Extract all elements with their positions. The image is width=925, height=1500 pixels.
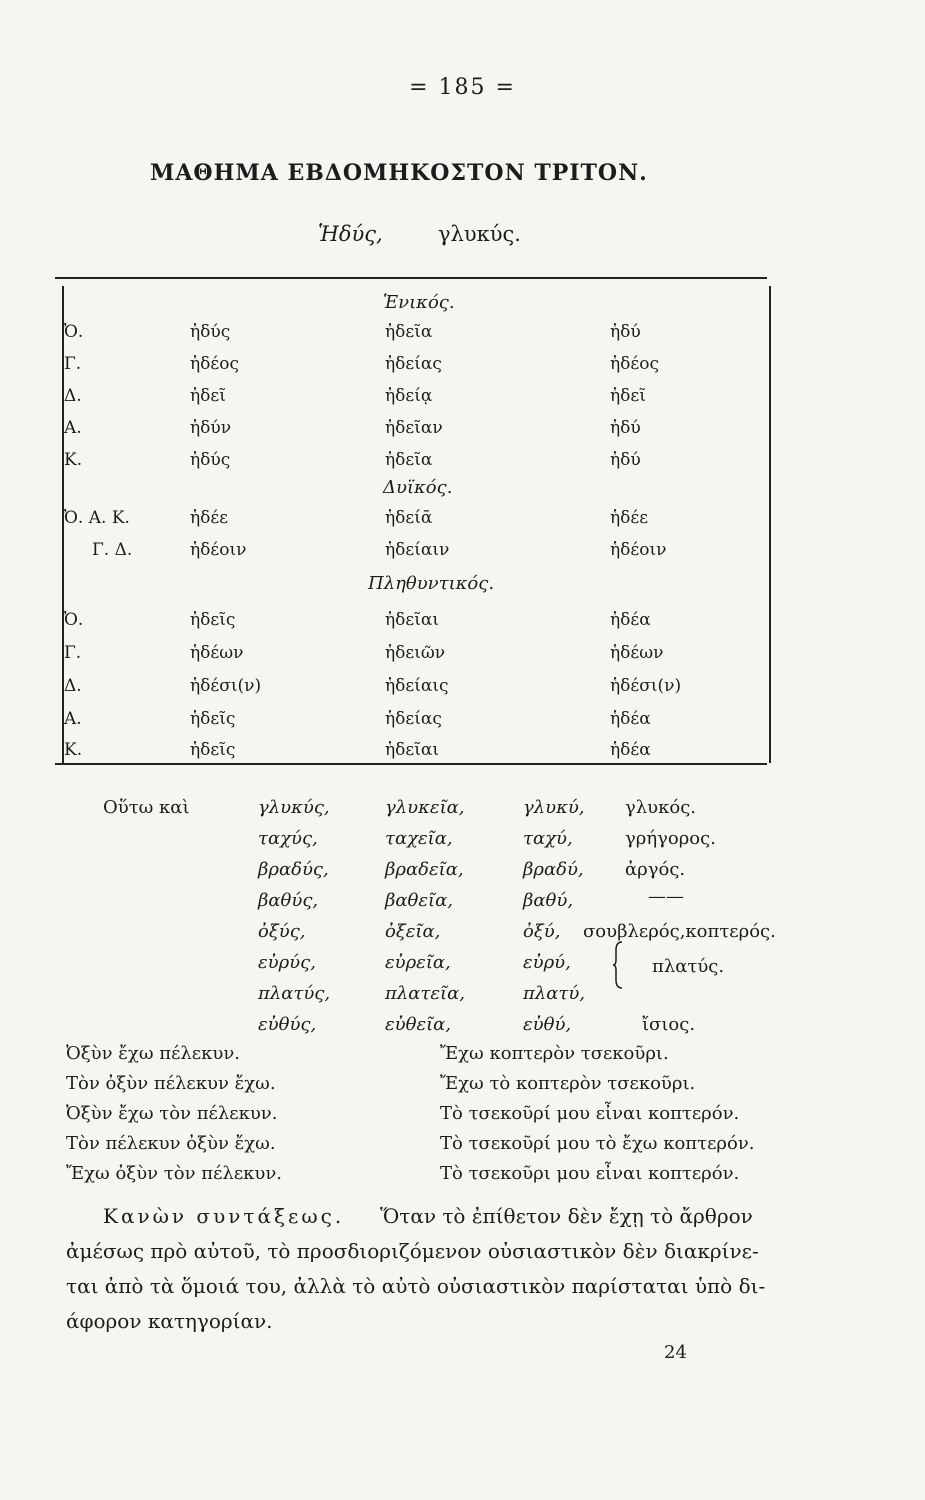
example-feminine: γλυκεῖα, [385, 797, 465, 818]
shared-gloss: πλατύς. [652, 956, 725, 977]
example-masculine: βαθύς, [258, 890, 319, 911]
masculine-form: ἡδέε [190, 508, 229, 528]
neuter-form: ἡδεῖ [610, 386, 646, 406]
example-gloss: γλυκός. [625, 797, 696, 818]
example-neuter: βραδύ, [523, 859, 584, 880]
rule-line: άφορον κατηγορίαν. [66, 1309, 273, 1333]
case-label: Α. [64, 709, 82, 729]
masculine-form: ἡδέων [190, 643, 244, 663]
case-label: Γ. [64, 354, 82, 374]
feminine-form: ἡδεῖα [385, 322, 433, 342]
example-neuter: βαθύ, [523, 890, 574, 911]
sentence-modern: Ἔχω κοπτερὸν τσεκοῦρι. [440, 1043, 669, 1064]
example-neuter: εὐθύ, [523, 1014, 572, 1035]
example-gloss: ἴσιος. [642, 1014, 696, 1035]
example-neuter: ὀξύ, [523, 921, 561, 942]
case-label: Ὀ. [64, 322, 84, 342]
examples-intro: Οὕτω καὶ [103, 797, 190, 818]
neuter-form: ἡδέα [610, 610, 651, 630]
feminine-form: ἡδείας [385, 354, 442, 374]
subtitle-gloss: γλυκύς. [438, 222, 521, 246]
example-gloss: —— [648, 886, 684, 907]
example-feminine: εὐρεῖα, [385, 952, 451, 973]
example-gloss: σουβλερός,κοπτερός. [583, 921, 776, 942]
case-label: Ὀ. [64, 610, 84, 630]
example-feminine: βραδεῖα, [385, 859, 464, 880]
section-label-singular: Ἑνικός. [383, 292, 455, 313]
feminine-form: ἡδείαις [385, 676, 449, 696]
sentence-modern: Τὸ τσεκοῦρί μου εἶναι κοπτερόν. [440, 1103, 740, 1124]
example-masculine: πλατύς, [258, 983, 331, 1004]
neuter-form: ἡδέε [610, 508, 649, 528]
masculine-form: ἡδεῖς [190, 610, 236, 630]
feminine-form: ἡδειῶν [385, 643, 446, 663]
table-top-rule [55, 277, 767, 279]
sentence-modern: Ἔχω τὸ κοπτερὸν τσεκοῦρι. [440, 1073, 696, 1094]
example-masculine: βραδύς, [258, 859, 329, 880]
neuter-form: ἡδέσι(ν) [610, 676, 682, 696]
case-label: Γ. [64, 643, 82, 663]
neuter-form: ἡδέα [610, 709, 651, 729]
example-gloss: γρήγορος. [625, 828, 716, 849]
example-feminine: βαθεῖα, [385, 890, 453, 911]
example-feminine: πλατεῖα, [385, 983, 465, 1004]
feminine-form: ἡδείαιν [385, 540, 450, 560]
feminine-form: ἡδεῖαν [385, 418, 443, 438]
sentence-ancient: Τὸν πέλεκυν ὀξὺν ἔχω. [66, 1133, 276, 1154]
neuter-form: ἡδέων [610, 643, 664, 663]
case-label: Α. [64, 418, 82, 438]
sentence-ancient: Ὀξὺν ἔχω πέλεκυν. [66, 1043, 240, 1064]
neuter-form: ἡδέος [610, 354, 659, 374]
feminine-form: ἡδείᾳ [385, 386, 433, 406]
masculine-form: ἡδέοιν [190, 540, 247, 560]
feminine-form: ἡδεῖαι [385, 610, 440, 630]
feminine-form: ἡδεῖα [385, 450, 433, 470]
example-feminine: ὀξεῖα, [385, 921, 441, 942]
lesson-title: ΜΑΘΗΜΑ ΕΒΔΟΜΗΚΟΣΤΟΝ ΤΡΙΤΟΝ. [150, 160, 648, 186]
rule-line: Ὅταν τὸ ἐπίθετον δὲν ἔχῃ τὸ ἄρθρον [380, 1204, 753, 1228]
example-neuter: πλατύ, [523, 983, 586, 1004]
masculine-form: ἡδέσι(ν) [190, 676, 262, 696]
neuter-form: ἡδύ [610, 418, 641, 438]
example-gloss: ἀργός. [625, 859, 686, 880]
neuter-form: ἡδέα [610, 740, 651, 760]
signature-mark: 24 [664, 1342, 687, 1363]
masculine-form: ἡδεῖ [190, 386, 226, 406]
rule-line: ἀμέσως πρὸ αὐτοῦ, τὸ προσδιοριζόμενον οὐσιαστικὸν δὲν διακρίνε- [66, 1239, 759, 1263]
masculine-form: ἡδέος [190, 354, 239, 374]
sentence-ancient: Τὸν ὀξὺν πέλεκυν ἔχω. [66, 1073, 276, 1094]
example-neuter: εὐρύ, [523, 952, 571, 973]
section-label-dual: Δυϊκός. [383, 477, 453, 498]
masculine-form: ἡδύς [190, 450, 231, 470]
neuter-form: ἡδέοιν [610, 540, 667, 560]
neuter-form: ἡδύ [610, 450, 641, 470]
example-neuter: ταχύ, [523, 828, 573, 849]
case-label: Κ. [64, 740, 83, 760]
masculine-form: ἡδεῖς [190, 740, 236, 760]
sentence-modern: Τὸ τσεκοῦρί μου τὸ ἔχω κοπτερόν. [440, 1133, 755, 1154]
feminine-form: ἡδείᾱ [385, 508, 433, 528]
table-bottom-rule [55, 763, 767, 765]
feminine-form: ἡδεῖαι [385, 740, 440, 760]
sentence-ancient: Ἔχω ὀξὺν τὸν πέλεκυν. [66, 1163, 283, 1184]
example-masculine: γλυκύς, [258, 797, 330, 818]
masculine-form: ἡδύς [190, 322, 231, 342]
masculine-form: ἡδύν [190, 418, 232, 438]
subtitle-word: Ἡδύς, [318, 222, 383, 246]
example-masculine: εὐθύς, [258, 1014, 317, 1035]
page-number: = 185 = [409, 75, 516, 100]
example-masculine: ταχύς, [258, 828, 318, 849]
example-masculine: ὀξύς, [258, 921, 306, 942]
case-label: Γ. Δ. [92, 540, 133, 560]
feminine-form: ἡδείας [385, 709, 442, 729]
case-label: Κ. [64, 450, 83, 470]
case-label: Δ. [64, 676, 82, 696]
sentence-modern: Τὸ τσεκοῦρι μου εἶναι κοπτερόν. [440, 1163, 740, 1184]
rule-line: ται ἀπὸ τὰ ὅμοιά του, ἀλλὰ τὸ αὐτὸ οὐσιαστικὸν παρίσταται ὑπὸ δι- [66, 1274, 766, 1298]
example-feminine: εὐθεῖα, [385, 1014, 452, 1035]
rule-heading: Κανὼν συντάξεως. [103, 1204, 345, 1228]
example-masculine: εὐρύς, [258, 952, 316, 973]
case-label: Δ. [64, 386, 82, 406]
case-label: Ὀ. Α. Κ. [64, 508, 130, 528]
neuter-form: ἡδύ [610, 322, 641, 342]
masculine-form: ἡδεῖς [190, 709, 236, 729]
section-label-plural: Πληθυντικός. [368, 573, 495, 594]
brace-symbol [612, 940, 626, 990]
example-neuter: γλυκύ, [523, 797, 585, 818]
sentence-ancient: Ὀξὺν ἔχω τὸν πέλεκυν. [66, 1103, 278, 1124]
example-feminine: ταχεῖα, [385, 828, 453, 849]
